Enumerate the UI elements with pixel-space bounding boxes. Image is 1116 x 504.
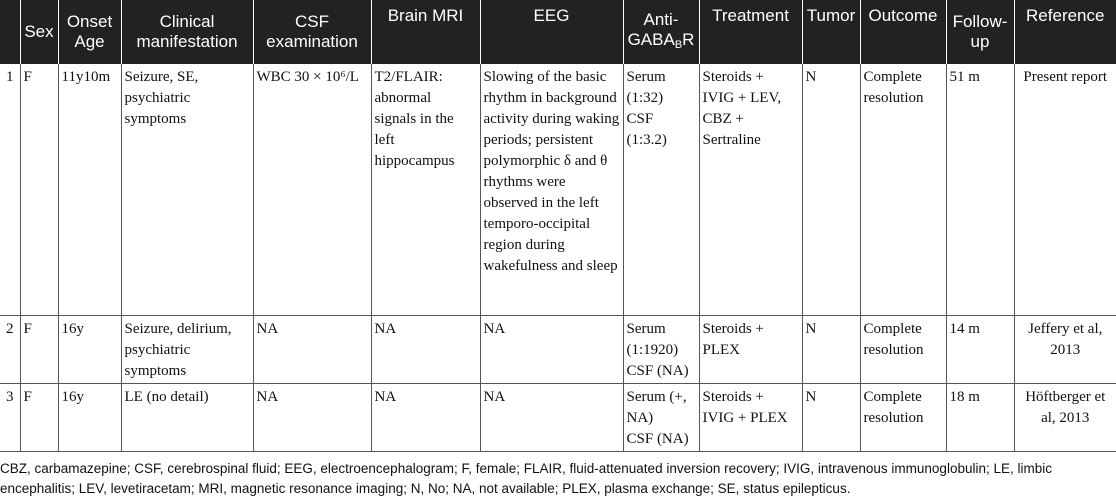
- cell-outcome: Complete resolution: [860, 384, 946, 452]
- cell-clinical: Seizure, delirium, psychiatric symptoms: [121, 316, 253, 384]
- cell-num: 2: [0, 316, 20, 384]
- cell-mri: T2/FLAIR: abnormal signals in the left hippocampus: [371, 64, 480, 316]
- cell-followup: 14 m: [946, 316, 1014, 384]
- header-brain-mri: Brain MRI: [371, 0, 480, 64]
- cell-csf: NA: [253, 384, 371, 452]
- cell-mri: NA: [371, 384, 480, 452]
- cell-anti-csf: CSF (NA): [626, 431, 689, 447]
- cell-csf: WBC 30 × 10⁶/L: [253, 64, 371, 316]
- table-row: [0, 384, 1116, 452]
- cell-sex: F: [20, 64, 58, 316]
- cell-anti-gabab: [623, 316, 699, 384]
- header-reference: Reference: [1014, 0, 1116, 64]
- cell-outcome: Complete resolution: [860, 316, 946, 384]
- header-onset-age: Onset Age: [58, 0, 121, 64]
- cell-reference: Present report: [1014, 64, 1116, 316]
- cell-anti-gabab: [623, 64, 699, 316]
- cell-csf: NA: [253, 316, 371, 384]
- cell-reference: Jeffery et al, 2013: [1014, 316, 1116, 384]
- cell-onset-age: 11y10m: [58, 64, 121, 316]
- cell-eeg: Slowing of the basic rhythm in background activity during waking periods; persistent polymorphic δ and θ rhythms were observed in the left temporo-occipital region during wakefulness and sleep: [480, 64, 623, 316]
- table-footnote: CBZ, carbamazepine; CSF, cerebrospinal fluid; EEG, electroencephalogram; F, female; FLAIR, fluid-attenuated inversion recovery; IVIG, intravenous immunoglobulin; LE, limbic encephalitis; LEV, levetiracetam; MRI, magnetic resonance imaging; N, No; NA, not available; PLEX, plasma exchange; SE, status epilepticus.: [0, 461, 1052, 496]
- header-sex: Sex: [20, 0, 58, 64]
- cell-sex: F: [20, 384, 58, 452]
- cell-onset-age: 16y: [58, 316, 121, 384]
- header-treatment: Treatment: [699, 0, 802, 64]
- header-anti-suffix: R: [682, 29, 695, 49]
- header-index: [0, 0, 20, 64]
- cell-onset-age: 16y: [58, 384, 121, 452]
- header-row: [0, 0, 1116, 64]
- header-anti-main: GABA: [627, 29, 675, 49]
- cell-clinical: Seizure, SE, psychiatric symptoms: [121, 64, 253, 316]
- cell-followup: 51 m: [946, 64, 1014, 316]
- header-clinical-manifestation: Clinical manifestation: [121, 0, 253, 64]
- cell-reference: Höftberger et al, 2013: [1014, 384, 1116, 452]
- cell-anti-serum: Serum (1:32): [626, 69, 666, 106]
- cell-anti-gabab: [623, 384, 699, 452]
- cell-sex: F: [20, 316, 58, 384]
- cell-anti-csf: CSF (NA): [626, 363, 689, 379]
- cell-mri: NA: [371, 316, 480, 384]
- header-eeg: EEG: [480, 0, 623, 64]
- header-tumor: Tumor: [802, 0, 860, 64]
- cell-anti-serum: Serum (1:1920): [626, 321, 679, 358]
- cell-treatment: Steroids + IVIG + LEV, CBZ + Sertraline: [699, 64, 802, 316]
- cell-treatment: Steroids + IVIG + PLEX: [699, 384, 802, 452]
- cell-clinical: LE (no detail): [121, 384, 253, 452]
- cell-tumor: N: [802, 384, 860, 452]
- cell-treatment: Steroids + PLEX: [699, 316, 802, 384]
- header-outcome: Outcome: [860, 0, 946, 64]
- table-row: [0, 64, 1116, 316]
- cell-num: 1: [0, 64, 20, 316]
- table-row: [0, 316, 1116, 384]
- cell-followup: 18 m: [946, 384, 1014, 452]
- header-anti-sub: B: [674, 38, 683, 51]
- cell-eeg: NA: [480, 384, 623, 452]
- cell-anti-serum: Serum (+, NA): [626, 389, 687, 426]
- header-anti-prefix: Anti-: [643, 9, 679, 29]
- cell-anti-csf: CSF (1:3.2): [626, 111, 667, 148]
- header-csf-examination: CSF examination: [253, 0, 371, 64]
- cell-tumor: N: [802, 64, 860, 316]
- header-anti-gabab-r: [623, 0, 699, 64]
- cell-outcome: Complete resolution: [860, 64, 946, 316]
- cell-eeg: NA: [480, 316, 623, 384]
- cell-num: 3: [0, 384, 20, 452]
- cell-tumor: N: [802, 316, 860, 384]
- header-follow-up: Follow-up: [946, 0, 1014, 64]
